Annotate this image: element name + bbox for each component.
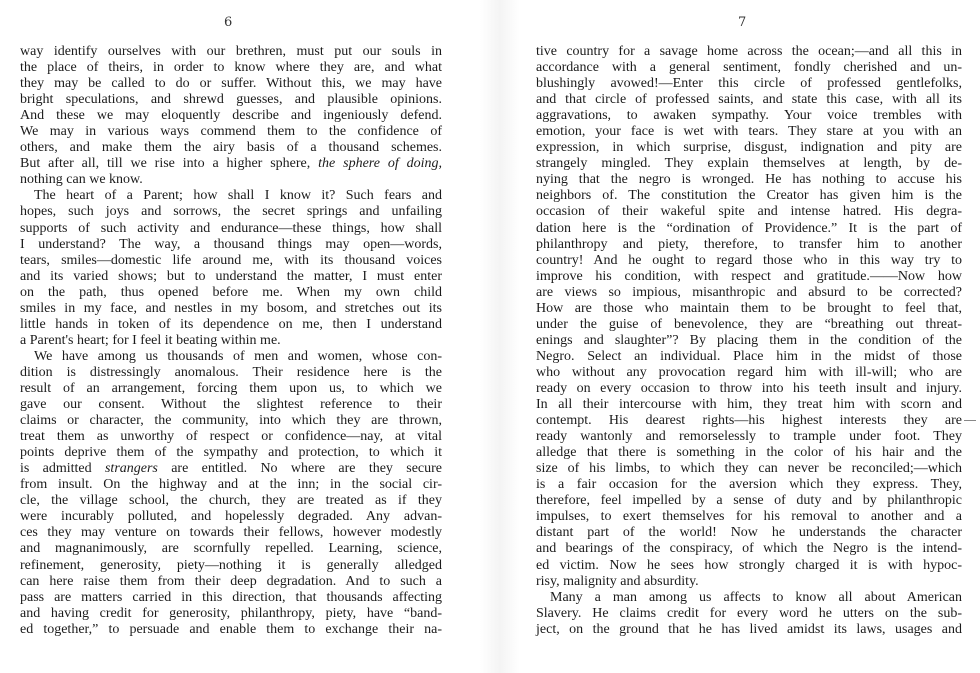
text-line: they may be called to do or suffer. Without this, we may have — [20, 76, 442, 92]
text-line: country! And he ought to regard those who in this way try to — [536, 252, 962, 268]
text-line: We have among us thousands of men and women, whose con- — [34, 348, 442, 364]
text-line: strangely mingled. They explain themselves at length, by de- — [536, 156, 962, 172]
text-line: nying that the negro is wronged. He has nothing to accuse his — [536, 172, 962, 188]
text-line: bright speculations, and shrewd guesses, and plausible opinions. — [20, 92, 442, 108]
text-line: Many a man among us affects to know all about American — [550, 589, 962, 605]
text-line: hopes, such joys and sorrows, the secret springs and unfailing — [20, 204, 442, 220]
text-line: supports of such activity and endurance—these things, how shall — [20, 220, 442, 236]
text-line: neighbors of. The constitution the Creator has given him is the — [536, 188, 962, 204]
right-page — [520, 0, 980, 673]
text-line: from insult. On the highway and at the inn; in the social cir- — [20, 477, 442, 493]
italic-run: the sphere of doing, — [318, 156, 442, 172]
text-line: How are those who maintain them to be brought to feel that, — [536, 300, 962, 316]
text-line: ready wantonly and remorselessly to trample under foot. They — [536, 429, 962, 445]
text-line: tears, smiles—domestic life around me, with its thousand voices — [20, 252, 442, 268]
text-line: alledge that there is something in the color of his hair and the — [536, 445, 962, 461]
text-line: can here raise them from their deep degradation. And to such a — [20, 573, 442, 589]
text-line: cle, the village school, the church, they are treated as if they — [20, 493, 442, 509]
text-line: others, and make them the airy basis of a thousand schemes. — [20, 140, 442, 156]
text-line: points deprive them of the sympathy and protection, to which it — [20, 445, 442, 461]
text-line: risy, malignity and absurdity. — [536, 573, 699, 589]
text-line: And these we may eloquently describe and ingeniously defend. — [20, 108, 442, 124]
text-line: are views so impious, misanthropic and absurd to be corrected? — [536, 284, 962, 300]
text-line: dition is distressingly anomalous. Their residence here is the — [20, 364, 442, 380]
text-line — [20, 156, 442, 172]
page-number-left: 6 — [224, 15, 233, 30]
left-page — [0, 0, 480, 673]
text-line: result of an arrangement, forcing them upon us, to which we — [20, 380, 442, 396]
text-line: nothing can we know. — [20, 172, 143, 188]
text-line: on the path, thus opened before me. When my own child — [20, 284, 442, 300]
text-line: and that circle of professed saints, and state this case, with all its — [536, 92, 962, 108]
text-line: and bearings of the conspiracy, of which the Negro is the intend- — [536, 541, 962, 557]
text-line: and magnanimously, are scornfully repelled. Learning, science, — [20, 541, 442, 557]
text-line: little hands in token of its dependence on me, then I understand — [20, 316, 442, 332]
text-line: impulses, to exert themselves for his removal to another and a — [536, 509, 962, 525]
text-line: and having credit for generosity, philanthropy, piety, have “band- — [20, 605, 442, 621]
text-line: under the guise of benevolence, they are “breathing out threat- — [536, 316, 962, 332]
text-line: smiles in my face, and nestles in my bosom, and stretches out its — [20, 300, 442, 316]
text-line: emotion, your face is wet with tears. They stare at you with an — [536, 124, 962, 140]
text-line: ed together,” to persuade and enable them to exchange their na- — [20, 621, 442, 637]
text-run: But after all, till we rise into a higher sphere, — [20, 156, 319, 172]
text-line: improve his condition, with respect and gratitude.——Now how — [536, 268, 962, 284]
text-line: philanthropy and piety, therefore, to transfer him to another — [536, 236, 962, 252]
text-line: gave our consent. Without the slightest reference to their — [20, 397, 442, 413]
text-line: pass are matters carried in this direction, that thousands affecting — [20, 589, 442, 605]
text-line: enings and slaughter”? By placing them in the condition of the — [536, 332, 962, 348]
text-line: ces they may venture on towards their fellows, however modestly — [20, 525, 442, 541]
left-page-text — [20, 44, 442, 638]
text-line: were incurably polluted, and hopelessly degraded. Any advan- — [20, 509, 442, 525]
text-line: blushingly avowed!—Enter this circle of professed gentlefolks, — [536, 76, 962, 92]
text-run: is admitted — [20, 461, 105, 477]
text-line: a Parent's heart; for I feel it beating within me. — [20, 332, 281, 348]
text-run: are entitled. No where are they secure — [157, 461, 442, 477]
text-line: is a fair occasion for the aversion which they express. They, — [536, 477, 962, 493]
text-line: In all their intercourse with him, they treat him with scorn and — [536, 397, 962, 413]
text-line: contempt. His dearest rights—his highest interests they are — [536, 413, 962, 429]
text-line: Negro. Select an individual. Place him in the midst of those — [536, 348, 962, 364]
text-line: ready on every occasion to throw into his teeth insult and injury. — [536, 380, 962, 396]
text-line: size of his limbs, to which they can never be reconciled;—which — [536, 461, 962, 477]
page-number-right: 7 — [738, 15, 747, 30]
text-line: expression, in which surprise, disgust, indignation and pity are — [536, 140, 962, 156]
italic-run: strangers — [104, 461, 158, 477]
text-line: Slavery. He claims credit for every word he utters on the sub- — [536, 605, 962, 621]
text-line: The heart of a Parent; how shall I know it? Such fears and — [34, 188, 442, 204]
right-page-text — [536, 44, 962, 638]
text-line: ed victim. Now he sees how strongly charged it is with hypoc- — [536, 557, 962, 573]
text-line: claims or character, the community, into which they are thrown, — [20, 413, 442, 429]
text-line: distant part of the world! Now he understands the character — [536, 525, 962, 541]
text-line: refinement, generosity, piety—nothing it is generally alledged — [20, 557, 442, 573]
text-line: the place of theirs, in order to know where they are, and what — [20, 60, 442, 76]
text-line: dation here is the “ordination of Providence.” It is the part of — [536, 220, 962, 236]
text-line: aggravations, to awaken sympathy. Your voice trembles with — [536, 108, 962, 124]
text-line: treat them as unworthy of respect or confidence—nay, at vital — [20, 429, 442, 445]
text-line: I understand? The way, a thousand things may open—words, — [20, 236, 442, 252]
text-line: therefore, feel impelled by a sense of duty and by philanthropic — [536, 493, 962, 509]
text-line: We may in various ways commend them to the confidence of — [20, 124, 442, 140]
text-line: occasion of their wakeful spite and intense hatred. His degra- — [536, 204, 962, 220]
book-gutter — [480, 0, 520, 673]
text-line: way identify ourselves with our brethren, must put our souls in — [20, 44, 442, 59]
text-line: ject, on the ground that he has lived amidst its laws, usages and — [536, 621, 962, 637]
page-edge-mark — [964, 420, 976, 421]
text-line: and its varied shows; but to understand the matter, I must enter — [20, 268, 442, 284]
text-line: accordance with a general sentiment, fondly cherished and un- — [536, 60, 962, 76]
text-line — [20, 461, 442, 477]
text-line: tive country for a savage home across the ocean;—and all this in — [536, 44, 962, 59]
text-line: who without any provocation regard him with ill-will; who are — [536, 364, 962, 380]
